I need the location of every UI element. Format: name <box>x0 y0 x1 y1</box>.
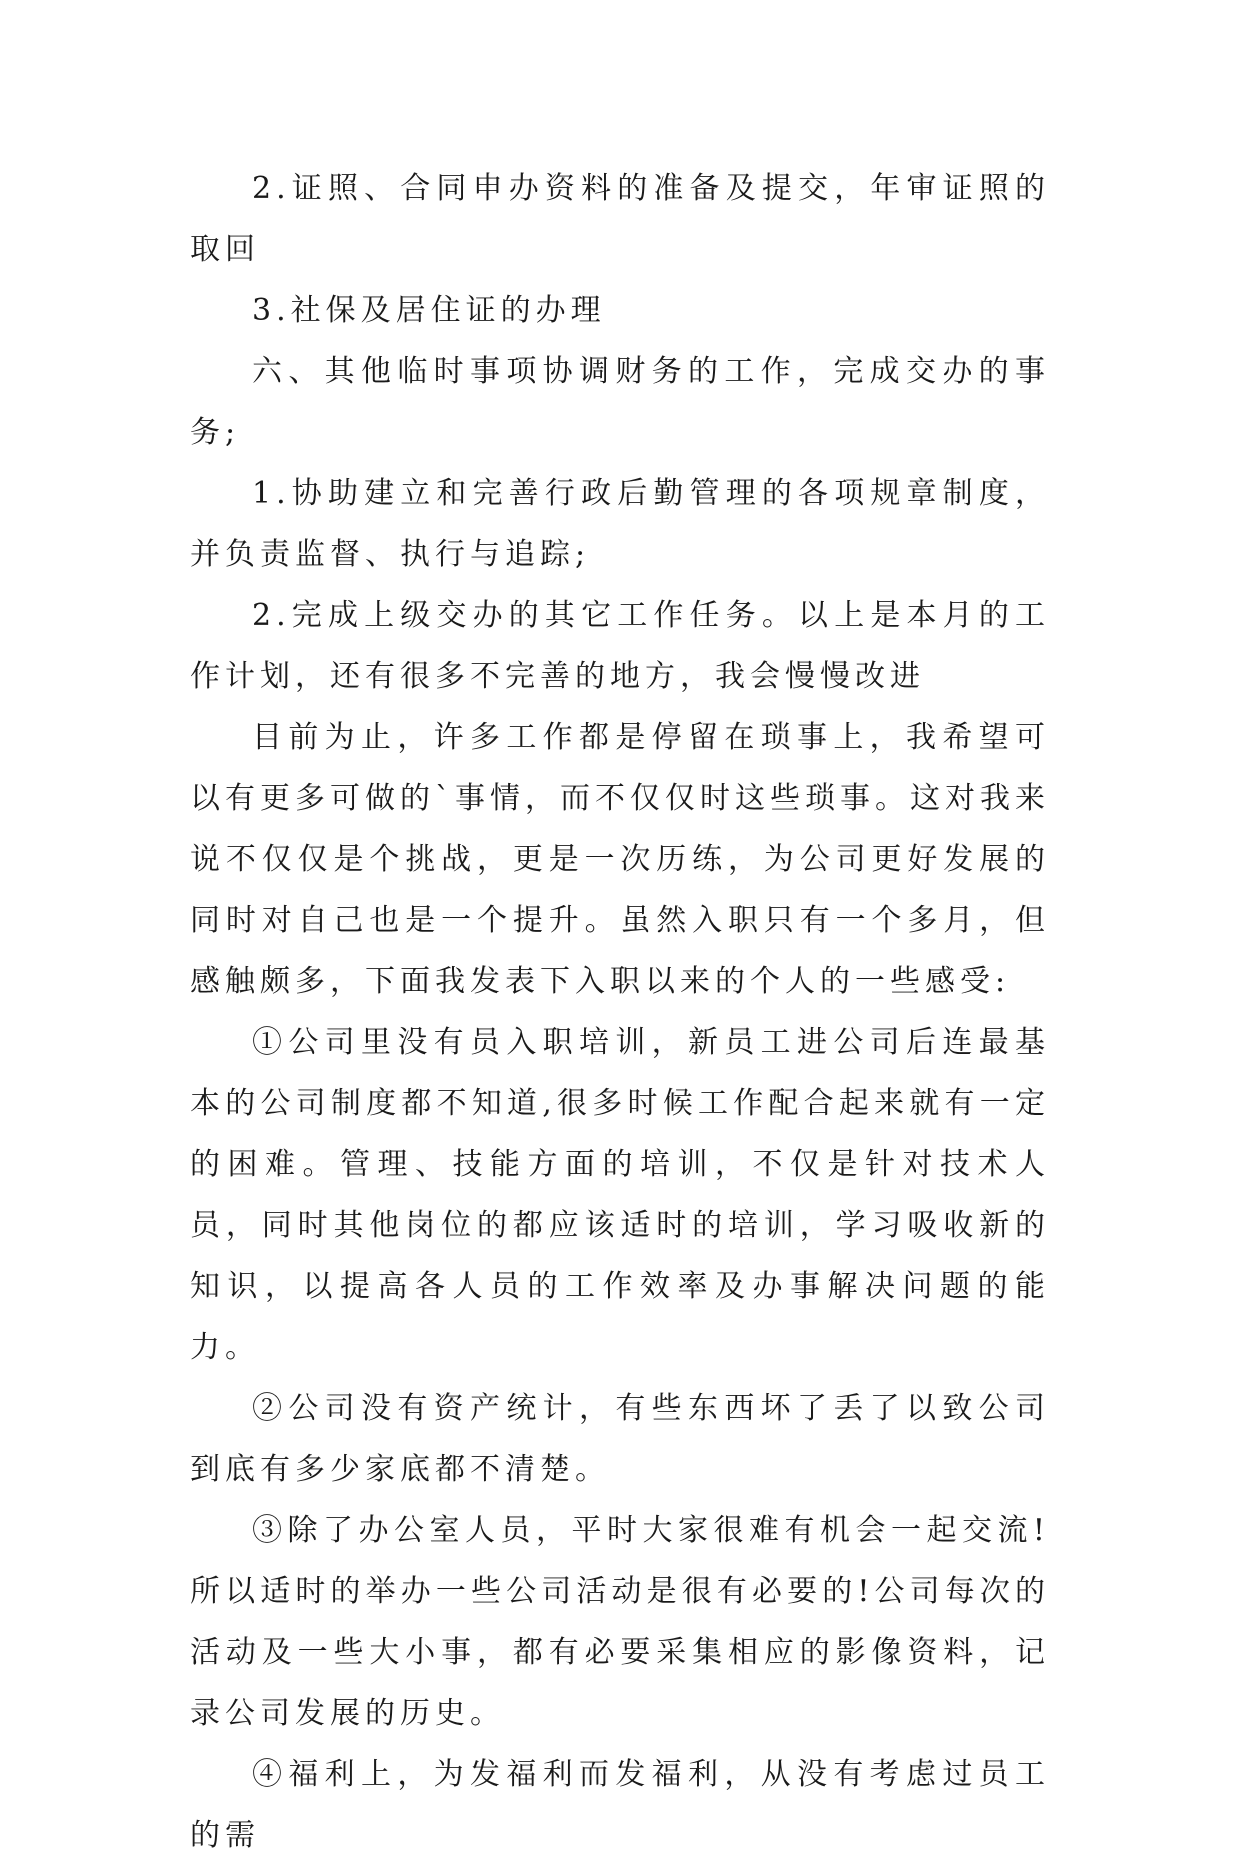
paragraph-social-security: 3.社保及居住证的办理 <box>252 293 606 328</box>
paragraph-point-4-benefits: ④福利上，为发福利而发福利，从没有考虑过员工的需 <box>190 1757 1050 1853</box>
paragraph-regulations: 1.协助建立和完善行政后勤管理的各项规章制度，并负责监督、执行与追踪; <box>190 476 1050 572</box>
paragraph-point-1-training: ①公司里没有员入职培训，新员工进公司后连最基本的公司制度都不知道,很多时候工作配合起来就有一定的困难。管理、技能方面的培训，不仅是针对技术人员，同时其他岗位的都应该适时的培训，学习吸收新的知识，以提高各人员的工作效率及办事解决问题的能力。 <box>190 1025 1050 1365</box>
paragraph-point-3-activities: ③除了办公室人员，平时大家很难有机会一起交流!所以适时的举办一些公司活动是很有必要的!公司每次的活动及一些大小事，都有必要采集相应的影像资料，记录公司发展的历史。 <box>190 1513 1050 1731</box>
paragraph-point-2-assets: ②公司没有资产统计，有些东西坏了丢了以致公司到底有多少家底都不清楚。 <box>190 1391 1050 1487</box>
document-page <box>190 158 1050 1866</box>
paragraph-reflection: 目前为止，许多工作都是停留在琐事上，我希望可以有更多可做的`事情，而不仅仅时这些琐事。这对我来说不仅仅是个挑战，更是一次历练，为公司更好发展的同时对自己也是一个提升。虽然入职只有一个多月，但感触颇多，下面我发表下入职以来的个人的一些感受: <box>190 720 1050 999</box>
section-heading-six: 六、其他临时事项协调财务的工作，完成交办的事务; <box>190 354 1050 450</box>
paragraph-certificate-docs: 2.证照、合同申办资料的准备及提交，年审证照的取回 <box>190 171 1050 267</box>
paragraph-other-tasks: 2.完成上级交办的其它工作任务。以上是本月的工作计划，还有很多不完善的地方，我会慢慢改进 <box>190 598 1050 694</box>
